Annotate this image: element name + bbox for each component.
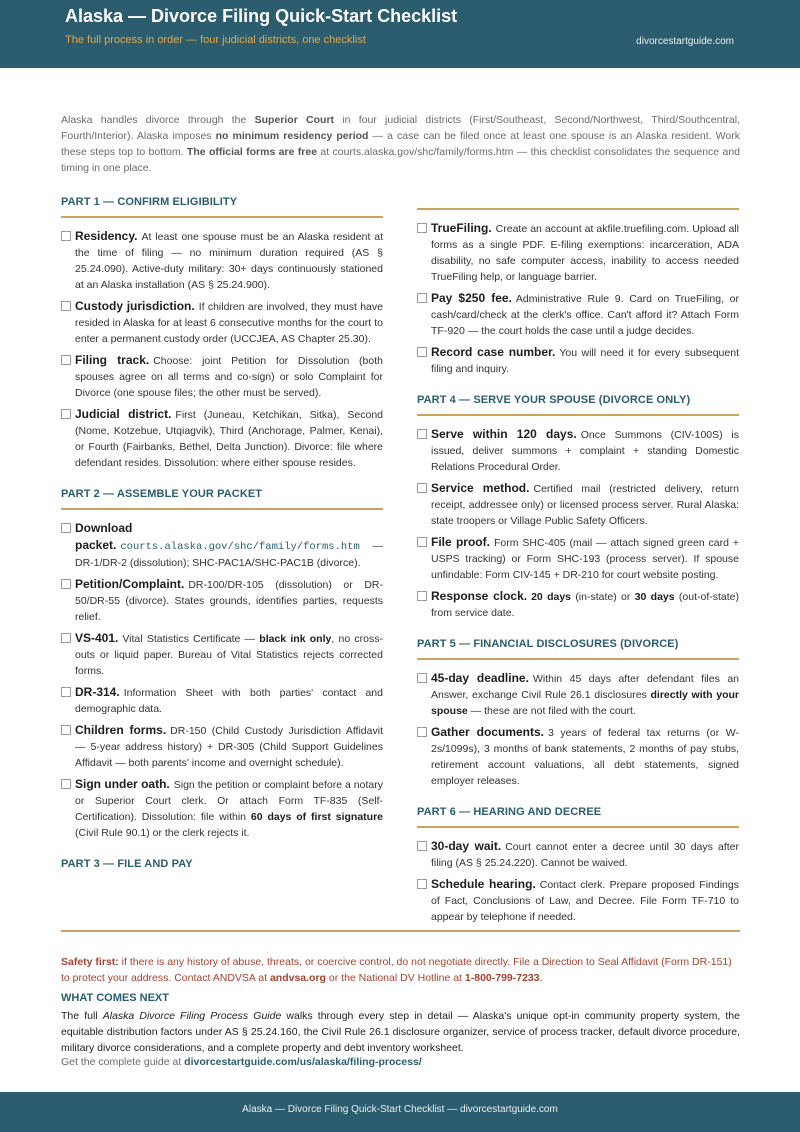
intro-paragraph: Alaska handles divorce through the Superior Court in four judicial districts (First/Southeast, Second/Northwest, Third/Southcentral, Fourth/Interior). Alaska imposes no minimum residency period — a case can be filed once at least one spouse is an Alaska resident. Work these steps top to bottom. The official forms are free at courts.alaska.gov/shc/family/forms.htm — this checklist consolidates the sequence and timing in one place.	[61, 114, 740, 174]
hotline-link[interactable]: 1-800-799-7233	[464, 972, 540, 984]
checklist-item: Custody jurisdiction. If children are involved, they must have resided in Alaska for at least 6 consecutive months for the court to enter a permanent custody order (UCCJEA, AS Chapter 25.30).	[61, 298, 383, 347]
checkbox[interactable]	[417, 429, 427, 439]
checkbox[interactable]	[417, 483, 427, 493]
checkbox[interactable]	[417, 223, 427, 233]
checklist-item: Children forms. DR-150 (Child Custody Jurisdiction Affidavit — 5-year address history) + DR-305 (Child Support Guidelines Affidavit — both parents' income and overnight schedule).	[61, 722, 383, 771]
part4-heading: PART 4 — SERVE YOUR SPOUSE (DIVORCE ONLY)	[417, 394, 739, 416]
site-link[interactable]: divorcestartguide.com	[636, 36, 734, 47]
next-heading: WHAT COMES NEXT	[61, 992, 169, 1004]
checklist-item: 45-day deadline. Within 45 days after defendant files an Answer, exchange Civil Rule 26.1 disclosures directly with your spouse — these are not filed with the court.	[417, 670, 739, 719]
checkbox[interactable]	[417, 347, 427, 357]
checkbox[interactable]	[417, 841, 427, 851]
checklist-item: Response clock. 20 days (in-state) or 30 days (out-of-state) from service date.	[417, 588, 739, 621]
checklist-item: Residency. At least one spouse must be an Alaska resident at the time of filing — no minimum duration required (AS § 25.24.090). Active-duty military: 30+ days continuously stationed at an Alaska installation (AS § 25.24.900).	[61, 228, 383, 293]
checkbox[interactable]	[417, 673, 427, 683]
checkbox[interactable]	[61, 633, 71, 643]
checkbox[interactable]	[61, 355, 71, 365]
checklist-item: VS-401. Vital Statistics Certificate — black ink only, no cross-outs or liquid paper. Bureau of Vital Statistics rejects corrected forms.	[61, 630, 383, 679]
checklist-item: TrueFiling. Create an account at akfile.truefiling.com. Upload all forms as a single PDF. E-filing exemptions: incarceration, ADA disability, no safe computer access, inability to access needed TrueFiling help, or language barrier.	[417, 220, 739, 285]
checkbox[interactable]	[417, 591, 427, 601]
right-column	[417, 208, 739, 930]
checklist-item: Judicial district. First (Juneau, Ketchikan, Sitka), Second (Nome, Kotzebue, Utqiagvik), Third (Anchorage, Palmer, Kenai), or Fourth (Fairbanks, Bethel, Delta Junction). Divorce: file where defendant resides. Dissolution: where either spouse resides.	[61, 406, 383, 471]
checklist-item: Download packet. courts.alaska.gov/shc/family/forms.htm — DR-1/DR-2 (dissolution); SHC-PAC1A/SHC-PAC1B (divorce).	[61, 520, 383, 571]
checklist-item: Sign under oath. Sign the petition or complaint before a notary or Superior Court clerk. Or attach Form TF-835 (Self-Certification). Dissolution: file within 60 days of first signature (Civil Rule 90.1) or the clerk rejects it.	[61, 776, 383, 841]
checklist-item: Filing track. Choose: joint Petition for Dissolution (both spouses agree on all terms and co-sign) or solo Complaint for Divorce (one spouse files; the other must be served).	[61, 352, 383, 401]
page-header	[0, 0, 800, 68]
left-column	[61, 196, 383, 888]
checklist-item: Serve within 120 days. Once Summons (CIV-100S) is issued, deliver summons + complaint + standing Domestic Relations Procedural Order.	[417, 426, 739, 475]
checkbox[interactable]	[61, 579, 71, 589]
page-subtitle: The full process in order — four judicial districts, one checklist	[65, 34, 366, 46]
checklist-item: Service method. Certified mail (restricted delivery, return receipt, addressee only) or licensed process server. Rural Alaska: state troopers or Village Public Safety Officers.	[417, 480, 739, 529]
next-paragraph: The full Alaska Divorce Filing Process Guide walks through every step in detail — Alaska's unique opt-in community property system, the equitable distribution factors under AS § 25.24.160, the Civil Rule 26.1 disclosure organizer, service of process tracker, default divorce procedure, military divorce considerations, and a complete property and debt inventory worksheet.	[61, 1010, 740, 1054]
checklist-item: DR-314. Information Sheet with both parties' contact and demographic data.	[61, 684, 383, 717]
checkbox[interactable]	[61, 523, 71, 533]
checklist-item: 30-day wait. Court cannot enter a decree until 30 days after filing (AS § 25.24.220). Cannot be waived.	[417, 838, 739, 871]
checkbox[interactable]	[61, 779, 71, 789]
checkbox[interactable]	[61, 301, 71, 311]
part3-heading: PART 3 — FILE AND PAY	[61, 858, 193, 870]
checklist-item: File proof. Form SHC-405 (mail — attach signed green card + USPS tracking) or Form SHC-193 (process server). If spouse unfindable: Form CIV-145 + DR-210 for court website posting.	[417, 534, 739, 583]
checkbox[interactable]	[417, 293, 427, 303]
part5-heading: PART 5 — FINANCIAL DISCLOSURES (DIVORCE)	[417, 638, 739, 660]
section-divider	[417, 208, 739, 210]
checklist-item: Pay $250 fee. Administrative Rule 9. Card on TrueFiling, or cash/card/check at the clerk's office. Can't afford it? Attach Form TF-920 — the court holds the case until a judge decides.	[417, 290, 739, 339]
part1-heading: PART 1 — CONFIRM ELIGIBILITY	[61, 196, 383, 218]
part2-heading: PART 2 — ASSEMBLE YOUR PACKET	[61, 488, 383, 510]
checklist-item: Record case number. You will need it for every subsequent filing and inquiry.	[417, 344, 739, 377]
guide-link[interactable]: divorcestartguide.com/us/alaska/filing-process/	[184, 1056, 422, 1068]
checkbox[interactable]	[61, 725, 71, 735]
checkbox[interactable]	[61, 231, 71, 241]
andvsa-link[interactable]: andvsa.org	[269, 972, 326, 984]
checkbox[interactable]	[61, 409, 71, 419]
checkbox[interactable]	[417, 537, 427, 547]
part6-heading: PART 6 — HEARING AND DECREE	[417, 806, 739, 828]
safety-notice: Safety first: if there is any history of abuse, threats, or coercive control, do not negotiate directly. File a Direction to Seal Affidavit (Form DR-151) to protect your address. Contact ANDVSA at andvsa.org or the National DV Hotline at 1-800-799-7233.	[61, 956, 732, 984]
bottom-divider	[61, 930, 740, 932]
checkbox[interactable]	[61, 687, 71, 697]
checklist-item: Petition/Complaint. DR-100/DR-105 (dissolution) or DR-50/DR-55 (divorce). States grounds, identifies parties, requests relief.	[61, 576, 383, 625]
page-title: Alaska — Divorce Filing Quick-Start Checklist	[65, 6, 458, 26]
checkbox[interactable]	[417, 727, 427, 737]
checklist-item: Gather documents. 3 years of federal tax returns (or W-2s/1099s), 3 months of bank statements, 2 months of pay stubs, retirement account valuations, all debt statements, signed employer releases.	[417, 724, 739, 789]
forms-link[interactable]: courts.alaska.gov/shc/family/forms.htm	[120, 541, 360, 553]
guide-link-line: Get the complete guide at divorcestartguide.com/us/alaska/filing-process/	[61, 1056, 422, 1068]
checkbox[interactable]	[417, 879, 427, 889]
page-footer	[0, 1092, 800, 1132]
footer-text: Alaska — Divorce Filing Quick-Start Checklist — divorcestartguide.com	[242, 1104, 558, 1115]
checklist-item: Schedule hearing. Contact clerk. Prepare proposed Findings of Fact, Conclusions of Law, and Decree. File Form TF-710 to appear by telephone if needed.	[417, 876, 739, 925]
